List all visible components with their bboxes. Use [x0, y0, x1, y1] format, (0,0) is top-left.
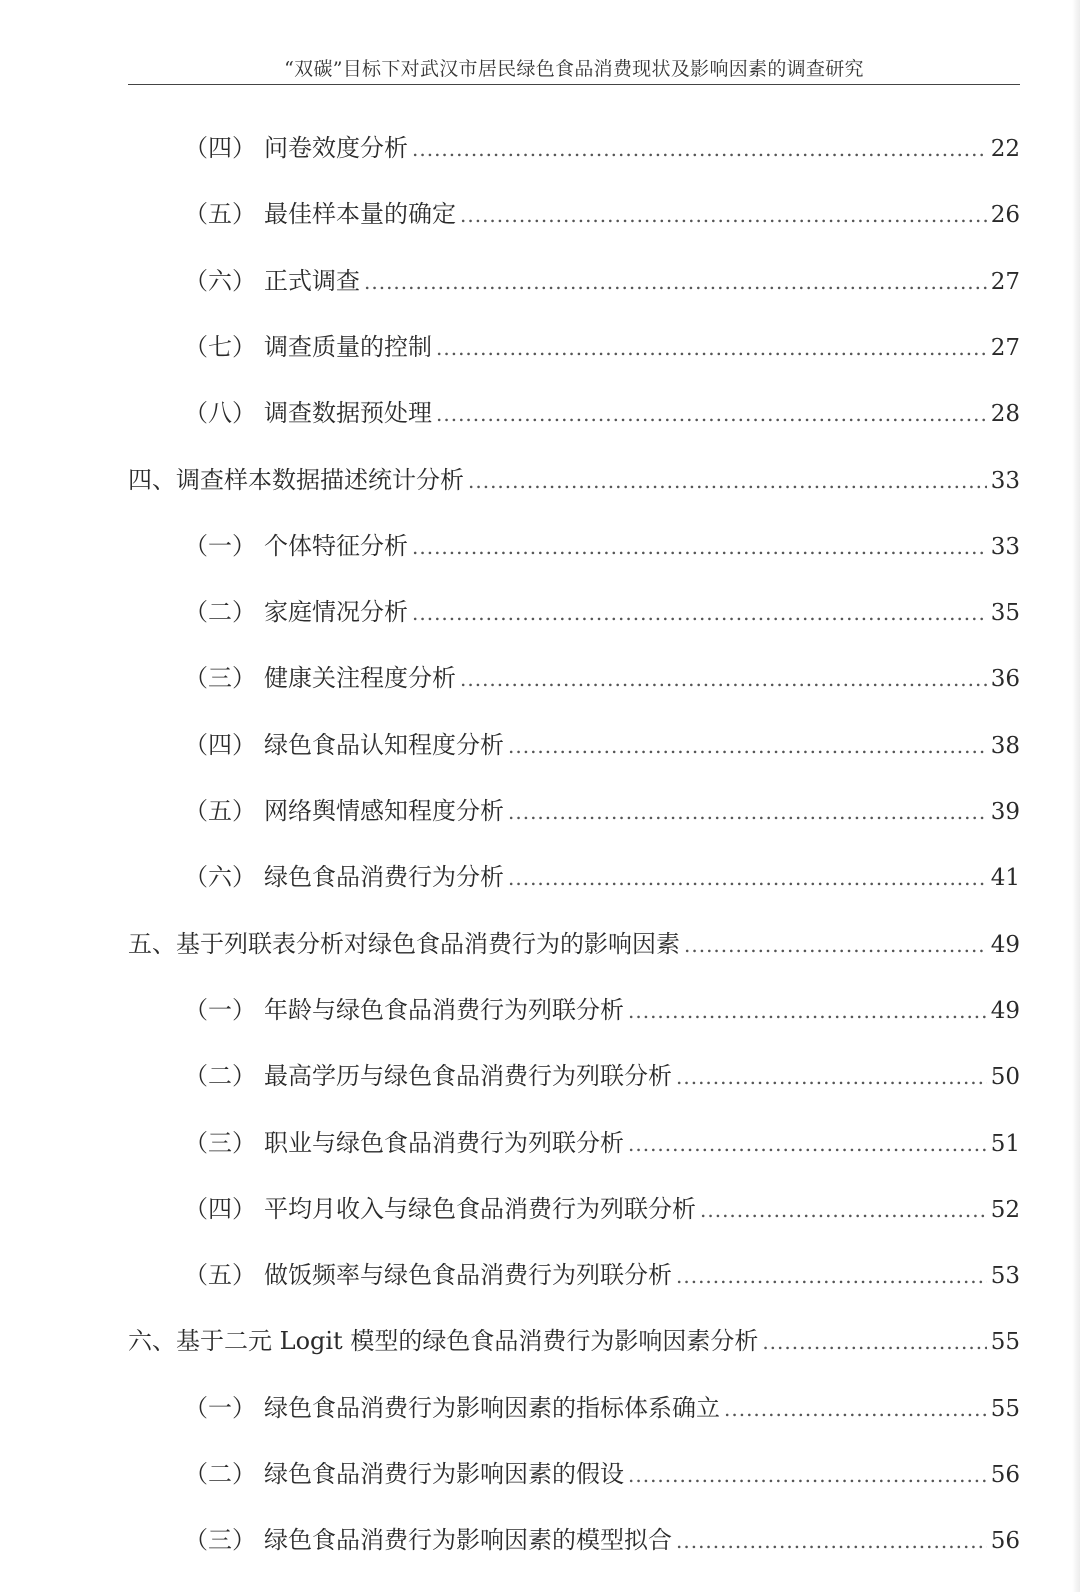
- toc-page-number: 36: [990, 666, 1020, 693]
- toc-entry-number: （五）: [184, 797, 256, 825]
- toc-entry-title: 做饭频率与绿色食品消费行为列联分析: [264, 1261, 672, 1290]
- toc-entry-number: 四、: [128, 465, 176, 494]
- toc-dot-leader: [628, 1463, 987, 1487]
- toc-entry-number: （七）: [184, 332, 256, 361]
- toc-dot-leader: [724, 1397, 987, 1421]
- toc-entry-title: 调查质量的控制: [264, 332, 432, 361]
- toc-entry-number: （六）: [184, 266, 256, 295]
- toc-page-number: 35: [990, 600, 1020, 627]
- toc-dot-leader: [508, 800, 987, 824]
- toc-entry-number: （二）: [184, 1460, 256, 1488]
- running-header: “双碳”目标下对武汉市居民绿色食品消费现状及影响因素的调查研究: [284, 58, 864, 80]
- toc-section-entry[interactable]: [184, 393, 1020, 428]
- toc-entry-number: （一）: [184, 995, 256, 1024]
- toc-dot-leader: [412, 137, 987, 161]
- toc-entry-number: （五）: [184, 1261, 256, 1290]
- toc-entry-number: （四）: [184, 1194, 256, 1223]
- toc-dot-leader: [460, 203, 987, 227]
- toc-dot-leader: [364, 270, 987, 294]
- toc-entry-title: 正式调查: [264, 266, 360, 295]
- toc-section-entry[interactable]: [184, 261, 1020, 293]
- toc-dot-leader: [508, 866, 987, 890]
- toc-entry-number: 六、: [128, 1327, 176, 1356]
- toc-entry-number: （三）: [184, 1128, 256, 1157]
- toc-page-number: 51: [990, 1130, 1020, 1157]
- toc-page-number: 27: [990, 268, 1020, 295]
- toc-section-entry[interactable]: [184, 1255, 1020, 1290]
- toc-page-number: 39: [990, 799, 1020, 825]
- toc-entry-number: （二）: [184, 1062, 256, 1091]
- toc-section-entry[interactable]: [184, 194, 1020, 229]
- toc-page-number: 56: [990, 1462, 1020, 1488]
- header-rule: [128, 84, 1020, 85]
- toc-entry-title: 年龄与绿色食品消费行为列联分析: [264, 995, 624, 1024]
- toc-dot-leader: [412, 535, 987, 559]
- toc-section-entry[interactable]: [184, 1189, 1020, 1221]
- toc-section-entry[interactable]: [184, 1056, 1020, 1091]
- toc-section-entry[interactable]: [184, 1454, 1020, 1486]
- toc-dot-leader: [436, 336, 987, 360]
- toc-entry-number: （一）: [184, 531, 256, 560]
- toc-section-entry[interactable]: [184, 1123, 1020, 1155]
- toc-page-number: 56: [990, 1528, 1020, 1555]
- toc-page-number: 33: [990, 533, 1020, 560]
- toc-section-entry[interactable]: [184, 327, 1020, 359]
- toc-page-number: 26: [990, 202, 1020, 229]
- toc-entry-number: （六）: [184, 863, 256, 892]
- toc-page-number: 38: [990, 732, 1020, 759]
- toc-dot-leader: [460, 667, 987, 691]
- toc-entry-title: 绿色食品消费行为分析: [264, 863, 504, 892]
- toc-section-entry[interactable]: [184, 658, 1020, 693]
- toc-entry-title: 最佳样本量的确定: [264, 200, 456, 229]
- toc-entry-title: 调查数据预处理: [264, 399, 432, 428]
- toc-dot-leader: [412, 601, 987, 625]
- toc-dot-leader: [762, 1330, 986, 1354]
- toc-dot-leader: [508, 734, 987, 758]
- toc-section-entry[interactable]: [184, 791, 1020, 823]
- toc-entry-title: 个体特征分析: [264, 531, 408, 560]
- toc-page-number: 22: [990, 136, 1020, 162]
- toc-page-number: 49: [990, 997, 1020, 1024]
- toc-entry-number: （一）: [184, 1393, 256, 1422]
- toc-section-entry[interactable]: [184, 1520, 1020, 1555]
- toc-dot-leader: [436, 402, 987, 426]
- toc-section-entry[interactable]: [184, 592, 1020, 627]
- toc-section-entry[interactable]: [184, 725, 1020, 757]
- toc-page-number: 55: [990, 1329, 1020, 1356]
- toc-dot-leader: [700, 1198, 987, 1222]
- toc-page-number: 52: [990, 1196, 1020, 1223]
- toc-section-entry[interactable]: [184, 128, 1020, 160]
- toc-entry-title: 问卷效度分析: [264, 134, 408, 162]
- toc-entry-title: 绿色食品认知程度分析: [264, 730, 504, 759]
- toc-entry-title: 健康关注程度分析: [264, 664, 456, 693]
- toc-entry-number: 五、: [128, 929, 176, 958]
- toc-entry-number: （四）: [184, 134, 256, 162]
- toc-entry-title: 绿色食品消费行为影响因素的假设: [264, 1460, 624, 1488]
- toc-entry-title: 平均月收入与绿色食品消费行为列联分析: [264, 1194, 696, 1223]
- toc-page-number: 53: [990, 1263, 1020, 1290]
- toc-dot-leader: [684, 933, 987, 957]
- toc-section-entry[interactable]: [184, 526, 1020, 558]
- toc-entry-title: 网络舆情感知程度分析: [264, 797, 504, 825]
- toc-entry-number: （二）: [184, 598, 256, 627]
- toc-chapter-entry[interactable]: [128, 460, 1020, 492]
- toc-entry-title: 绿色食品消费行为影响因素的指标体系确立: [264, 1393, 720, 1422]
- toc-entry-title: 基于二元 Logit 模型的绿色食品消费行为影响因素分析: [176, 1327, 759, 1356]
- toc-page-number: 27: [990, 334, 1020, 361]
- toc-page-number: 49: [990, 931, 1020, 958]
- toc-dot-leader: [676, 1529, 987, 1553]
- toc-section-entry[interactable]: [184, 990, 1020, 1022]
- toc-entry-title: 基于列联表分析对绿色食品消费行为的影响因素: [176, 929, 680, 958]
- page-edge-shadow: [1072, 0, 1080, 1592]
- toc-section-entry[interactable]: [184, 1388, 1020, 1420]
- toc-entry-title: 绿色食品消费行为影响因素的模型拟合: [264, 1526, 672, 1555]
- toc-entry-title: 职业与绿色食品消费行为列联分析: [264, 1128, 624, 1157]
- toc-entry-number: （五）: [184, 200, 256, 229]
- toc-dot-leader: [628, 999, 987, 1023]
- toc-section-entry[interactable]: [184, 857, 1020, 892]
- toc-page-number: 41: [990, 865, 1020, 892]
- toc-dot-leader: [468, 469, 987, 493]
- toc-entry-number: （四）: [184, 730, 256, 759]
- toc-entry-number: （三）: [184, 664, 256, 693]
- toc-chapter-entry[interactable]: [128, 924, 1020, 956]
- toc-page-number: 33: [990, 467, 1020, 494]
- toc-entry-title: 最高学历与绿色食品消费行为列联分析: [264, 1062, 672, 1091]
- toc-dot-leader: [676, 1264, 987, 1288]
- toc-entry-number: （三）: [184, 1526, 256, 1555]
- toc-entry-title: 调查样本数据描述统计分析: [176, 465, 464, 494]
- toc-page-number: 28: [990, 401, 1020, 428]
- toc-page-number: 55: [990, 1395, 1020, 1422]
- toc-chapter-entry[interactable]: [128, 1321, 1020, 1356]
- toc-entry-title: 家庭情况分析: [264, 598, 408, 627]
- toc-dot-leader: [676, 1065, 987, 1089]
- toc-page-number: 50: [990, 1064, 1020, 1091]
- toc-dot-leader: [628, 1132, 987, 1156]
- toc-entry-number: （八）: [184, 399, 256, 428]
